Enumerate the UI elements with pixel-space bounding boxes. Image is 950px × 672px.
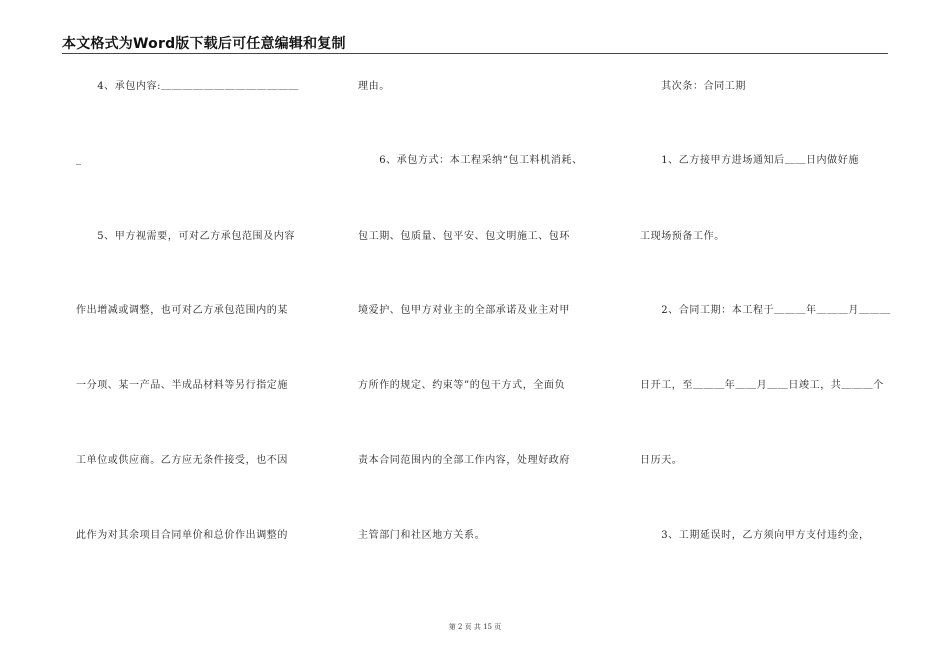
text-line: _	[76, 154, 82, 165]
text-line: 作出增减或调整，也可对乙方承包范围内的某	[76, 305, 288, 316]
text-line: 此作为对其余项目合同单价和总价作出调整的	[76, 530, 288, 541]
text-line: 1、乙方接甲方进场通知后＿＿日内做好施	[640, 155, 859, 166]
text-line: 工现场预备工作。	[640, 231, 725, 242]
text-line: 4、承包内容:＿＿＿＿＿＿＿＿＿＿＿＿＿	[76, 81, 299, 92]
text-line: 5、甲方视需要，可对乙方承包范围及内容	[76, 231, 295, 242]
header-title: 本文格式为Word版下载后可任意编辑和复制	[62, 36, 346, 52]
text-line: 日历天。	[640, 455, 683, 466]
text-line: 方所作的规定、约束等”的包干方式，全面负	[358, 380, 566, 391]
text-line: 6、承包方式：本工程采纳“包工料机消耗、	[358, 155, 583, 166]
text-line: 一分项、某一产品、半成品材料等另行指定施	[76, 380, 288, 391]
text-line: 境爱护、包甲方对业主的全部承诺及业主对甲	[358, 305, 570, 316]
text-column-3	[640, 0, 890, 600]
text-line: 责本合同范围内的全部工作内容，处理好政府	[358, 455, 570, 466]
text-column-1	[76, 0, 326, 600]
text-line: 2、合同工期：本工程于＿＿＿年＿＿＿月＿＿＿	[640, 305, 891, 316]
text-line: 主管部门和社区地方关系。	[358, 530, 486, 541]
text-line: 3、工期延误时，乙方须向甲方支付违约金，	[640, 530, 870, 541]
text-line: 工单位或供应商。乙方应无条件接受，也不因	[76, 455, 288, 466]
text-column-2	[358, 0, 618, 600]
text-line: 理由。	[358, 81, 390, 92]
page-number: 第 2 页 共 15 页	[448, 623, 502, 631]
text-line: 其次条：合同工期	[640, 81, 746, 92]
text-line: 日开工，至＿＿＿年＿＿月＿＿日竣工，共＿＿＿个	[640, 380, 884, 391]
text-line: 包工期、包质量、包平安、包文明施工、包环	[358, 231, 570, 242]
